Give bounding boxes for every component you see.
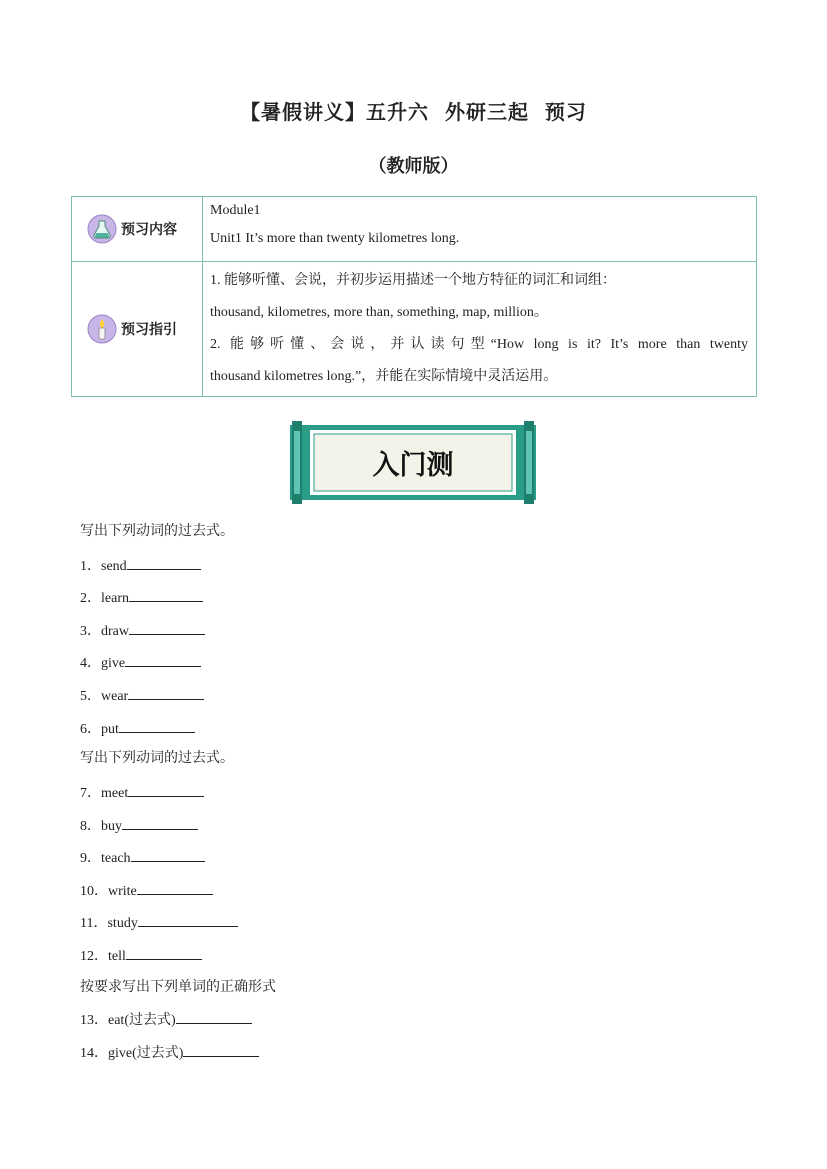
answer-blank[interactable] bbox=[127, 556, 201, 570]
answer-blank[interactable] bbox=[128, 783, 204, 797]
section-heading-2: 写出下列动词的过去式。 bbox=[80, 750, 234, 766]
answer-blank[interactable] bbox=[126, 946, 202, 960]
guide-line-3: 2. 能够听懂、会说，并认读句型“How long is it? It’s more than twenty bbox=[210, 337, 748, 352]
answer-blank[interactable] bbox=[138, 913, 238, 927]
answer-blank[interactable] bbox=[125, 653, 201, 667]
page-title: 【暑假讲义】五升六 外研三起 预习 bbox=[240, 100, 587, 124]
question-item: 8．buy bbox=[80, 815, 198, 835]
answer-blank[interactable] bbox=[137, 881, 213, 895]
guide-line-4: thousand kilometres long.”，并能在实际情境中灵活运用。 bbox=[210, 369, 558, 384]
question-item: 12．tell bbox=[80, 945, 202, 965]
question-item: 5．wear bbox=[80, 685, 204, 705]
question-item: 3．draw bbox=[80, 620, 205, 640]
answer-blank[interactable] bbox=[129, 588, 203, 602]
guide-line-2: thousand, kilometres, more than, something, map, million。 bbox=[210, 305, 548, 320]
answer-blank[interactable] bbox=[183, 1043, 259, 1057]
module-line: Module1 bbox=[210, 203, 261, 218]
question-item: 1．send bbox=[80, 555, 201, 575]
preview-guide-cell bbox=[203, 262, 757, 397]
question-item: 7．meet bbox=[80, 782, 204, 802]
question-item: 6．put bbox=[80, 718, 195, 738]
question-item: 2．learn bbox=[80, 587, 203, 607]
question-item: 14．give(过去式) bbox=[80, 1042, 259, 1062]
unit-line: Unit1 It’s more than twenty kilometres long. bbox=[210, 231, 460, 246]
question-item: 10．write bbox=[80, 880, 213, 900]
flask-icon bbox=[87, 214, 117, 244]
preview-guide-label: 预习指引 bbox=[121, 322, 177, 338]
preview-table bbox=[71, 196, 757, 397]
preview-content-cell bbox=[203, 197, 757, 262]
guide-line-1: 1. 能够听懂、会说，并初步运用描述一个地方特征的词汇和词组： bbox=[210, 273, 616, 288]
preview-guide-label-cell bbox=[72, 262, 203, 397]
entry-test-banner bbox=[290, 421, 536, 504]
answer-blank[interactable] bbox=[119, 719, 195, 733]
question-item: 4．give bbox=[80, 652, 201, 672]
answer-blank[interactable] bbox=[122, 816, 198, 830]
answer-blank[interactable] bbox=[176, 1010, 252, 1024]
preview-content-row bbox=[72, 197, 757, 262]
question-item: 11．study bbox=[80, 912, 238, 932]
answer-blank[interactable] bbox=[131, 848, 205, 862]
question-item: 13．eat(过去式) bbox=[80, 1009, 252, 1029]
preview-content-label: 预习内容 bbox=[121, 222, 177, 238]
candle-icon bbox=[87, 314, 117, 344]
question-item: 9．teach bbox=[80, 847, 205, 867]
preview-content-label-cell bbox=[72, 197, 203, 262]
answer-blank[interactable] bbox=[129, 621, 205, 635]
answer-blank[interactable] bbox=[128, 686, 204, 700]
banner-text: 入门测 bbox=[372, 450, 454, 481]
section-heading-3: 按要求写出下列单词的正确形式 bbox=[80, 979, 276, 995]
preview-guide-row bbox=[72, 262, 757, 397]
page-subtitle: （教师版） bbox=[368, 156, 459, 177]
section-heading-1: 写出下列动词的过去式。 bbox=[80, 523, 234, 539]
